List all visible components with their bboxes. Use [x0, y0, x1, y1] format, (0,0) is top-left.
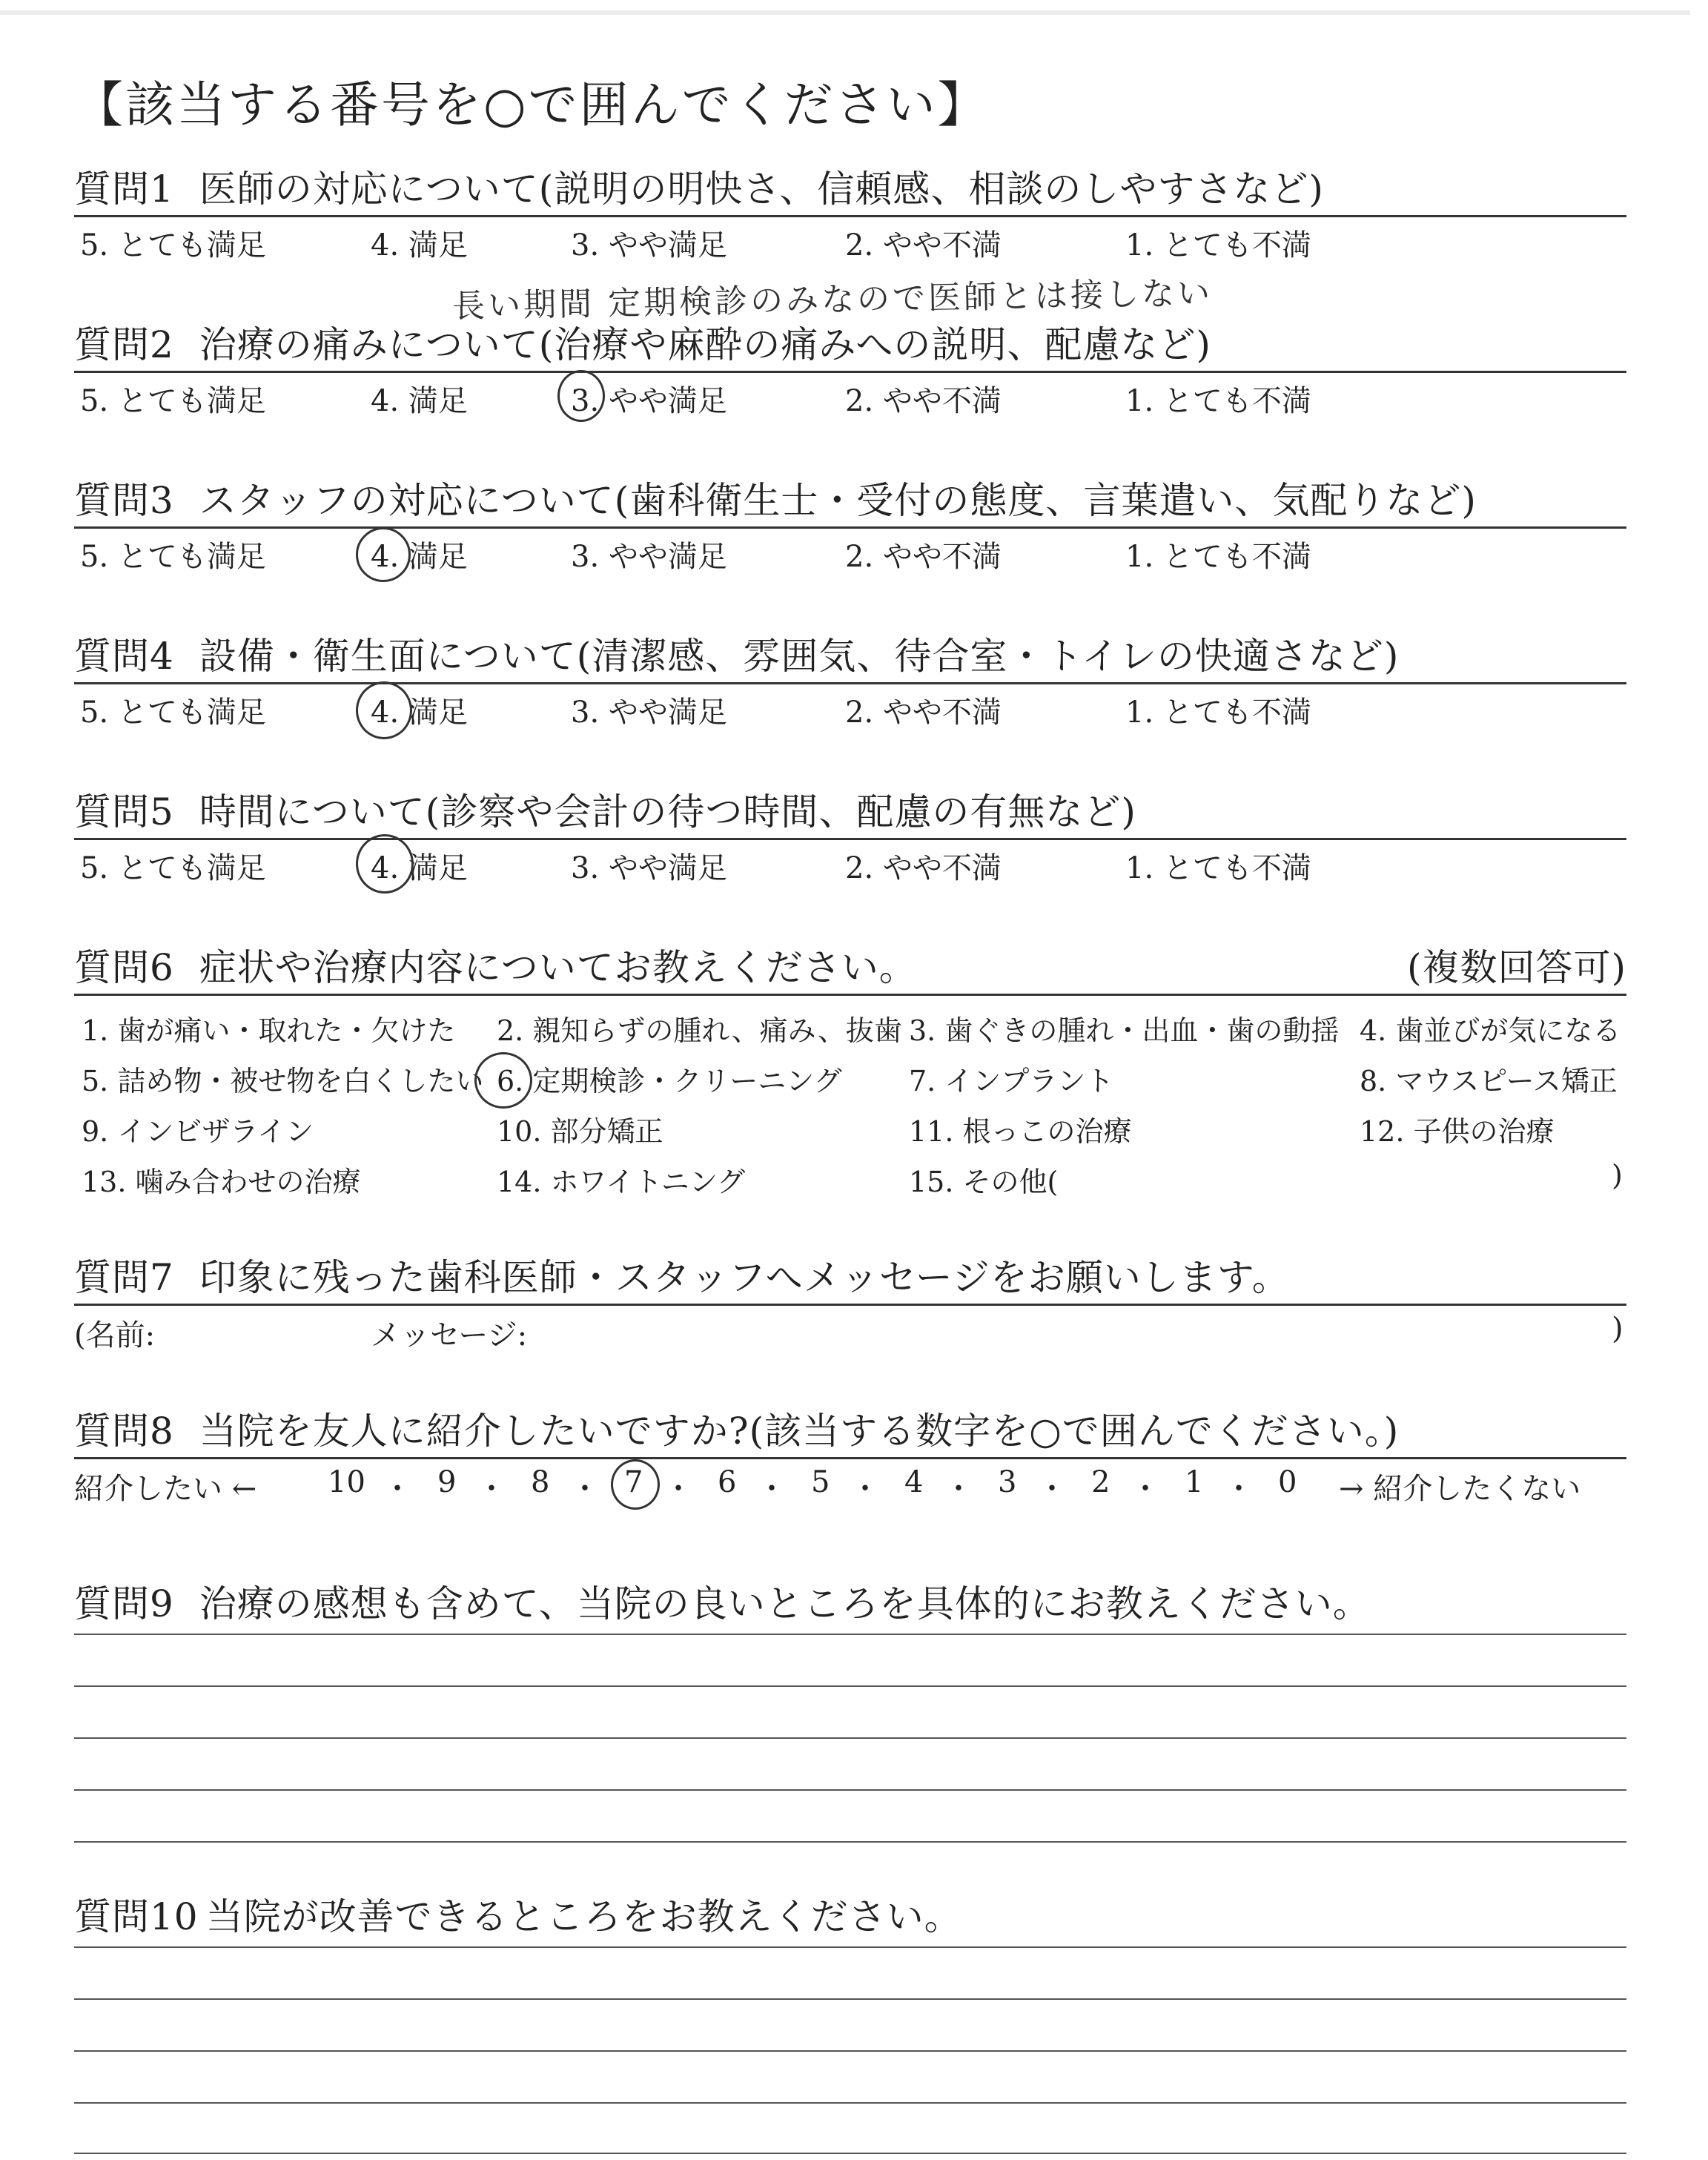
question-8	[74, 1405, 1626, 1519]
rating-option-2[interactable]: 2. やや不満	[845, 696, 1002, 730]
selection-circle	[474, 1052, 532, 1109]
question-number: 質問10	[74, 1895, 199, 1938]
symptom-option-7[interactable]: 7. インプラント	[909, 1065, 1114, 1097]
question-9	[74, 1578, 1626, 1630]
question-title	[74, 1891, 1626, 1943]
rating-option-1[interactable]: 1. とても不満	[1125, 384, 1311, 418]
other-close-paren: )	[1612, 1159, 1623, 1192]
answer-line[interactable]	[74, 1634, 1626, 1635]
rating-option-2[interactable]: 2. やや不満	[845, 851, 1002, 885]
symptom-option-14[interactable]: 14. ホワイトニング	[497, 1166, 746, 1198]
rating-options	[74, 373, 1626, 419]
rating-option-1[interactable]: 1. とても不満	[1125, 540, 1311, 574]
rating-option-1[interactable]: 1. とても不満	[1125, 851, 1311, 885]
question-text: 設備・衛生面について(清潔感、雰囲気、待合室・トイレの快適さなど)	[199, 635, 1400, 678]
scale-separator: ・	[1224, 1472, 1254, 1506]
symptom-option-10[interactable]: 10. 部分矯正	[497, 1115, 663, 1148]
question-1	[74, 163, 1626, 263]
message-row	[74, 1306, 1626, 1353]
rating-option-1[interactable]: 1. とても不満	[1125, 228, 1311, 262]
scale-separator: ・	[570, 1472, 600, 1506]
rating-option-2[interactable]: 2. やや不満	[845, 540, 1002, 574]
symptom-option-8[interactable]: 8. マウスピース矯正	[1360, 1065, 1618, 1097]
question-number: 質問8	[74, 1410, 174, 1453]
multiple-answers-note: (複数回答可)	[1406, 946, 1626, 989]
question-title	[74, 630, 1626, 682]
rating-option-1[interactable]: 1. とても不満	[1125, 696, 1311, 730]
symptom-option-5[interactable]: 5. 詰め物・被せ物を白くしたい	[82, 1065, 484, 1097]
question-10	[74, 1891, 1626, 1943]
question-title	[74, 942, 1626, 994]
symptom-option-1[interactable]: 1. 歯が痛い・取れた・欠けた	[82, 1014, 456, 1047]
question-title	[74, 1405, 1626, 1457]
question-title	[74, 475, 1626, 526]
scale-separator: ・	[1131, 1472, 1160, 1506]
answer-line[interactable]	[74, 2050, 1626, 2052]
handwritten-comment: 長い期間 定期検診のみなので医師とは接しない	[451, 274, 1214, 326]
answer-line[interactable]	[74, 1737, 1626, 1739]
scale-separator: ・	[477, 1472, 506, 1506]
question-text: 症状や治療内容についてお教えください。	[199, 946, 917, 989]
question-text: 当院が改善できるところをお教えください。	[205, 1895, 962, 1938]
question-number: 質問3	[74, 479, 174, 522]
scale-5[interactable]: 5	[811, 1465, 830, 1499]
scale-4[interactable]: 4	[904, 1465, 924, 1499]
scale-separator: ・	[383, 1472, 412, 1506]
selection-circle	[356, 681, 412, 739]
rating-option-3[interactable]: 3. やや満足	[571, 851, 727, 885]
rating-option-3[interactable]: 3. やや満足	[571, 228, 727, 262]
question-number: 質問1	[74, 168, 174, 211]
question-5	[74, 786, 1626, 886]
rating-option-3[interactable]: 3. やや満足	[571, 540, 727, 574]
scale-7[interactable]: 7	[624, 1465, 643, 1499]
question-text: 当院を友人に紹介したいですか?(該当する数字を○で囲んでください。)	[199, 1410, 1400, 1453]
symptom-option-2[interactable]: 2. 親知らずの腫れ、痛み、抜歯	[497, 1014, 902, 1047]
message-label: メッセージ:	[371, 1318, 528, 1353]
symptom-option-6[interactable]: 6. 定期検診・クリーニング	[497, 1065, 842, 1097]
rating-options	[74, 840, 1626, 886]
scale-6[interactable]: 6	[718, 1465, 737, 1499]
symptom-option-12[interactable]: 12. 子供の治療	[1360, 1115, 1555, 1148]
rating-option-5[interactable]: 5. とても満足	[80, 228, 266, 262]
question-text: スタッフの対応について(歯科衛生士・受付の態度、言葉遣い、気配りなど)	[199, 479, 1477, 522]
rating-option-5[interactable]: 5. とても満足	[80, 696, 266, 730]
rating-option-5[interactable]: 5. とても満足	[80, 851, 266, 885]
scale-1[interactable]: 1	[1185, 1465, 1204, 1499]
scale-3[interactable]: 3	[998, 1465, 1017, 1499]
question-title	[74, 786, 1626, 838]
question-title	[74, 163, 1626, 215]
scale-10[interactable]: 10	[328, 1465, 365, 1499]
rating-option-4[interactable]: 4. 満足	[371, 384, 468, 418]
question-text: 時間について(診察や会計の待つ時間、配慮の有無など)	[199, 790, 1136, 833]
rating-options	[74, 684, 1626, 730]
question-title	[74, 1578, 1626, 1630]
question-text: 印象に残った歯科医師・スタッフへメッセージをお願いします。	[199, 1256, 1290, 1299]
question-text: 医師の対応について(説明の明快さ、信頼感、相談のしやすさなど)	[199, 168, 1324, 211]
recommend-scale	[74, 1459, 1626, 1519]
answer-line[interactable]	[74, 1841, 1626, 1843]
symptom-option-13[interactable]: 13. 噛み合わせの治療	[82, 1166, 361, 1198]
answer-line[interactable]	[74, 1998, 1626, 2000]
scale-9[interactable]: 9	[437, 1465, 457, 1499]
message-close-paren: )	[1612, 1312, 1623, 1346]
question-number: 質問6	[74, 946, 174, 989]
symptom-option-9[interactable]: 9. インビザライン	[82, 1115, 314, 1148]
scale-0[interactable]: 0	[1278, 1465, 1297, 1499]
rating-options	[74, 217, 1626, 263]
answer-line[interactable]	[74, 1946, 1626, 1948]
question-title	[74, 1252, 1626, 1304]
symptom-option-3[interactable]: 3. 歯ぐきの腫れ・出血・歯の動揺	[909, 1014, 1340, 1047]
selection-circle	[356, 834, 414, 894]
symptom-option-4[interactable]: 4. 歯並びが気になる	[1360, 1014, 1621, 1047]
selection-circle	[356, 527, 411, 582]
scale-separator: ・	[757, 1472, 787, 1506]
symptom-option-15[interactable]: 15. その他(	[909, 1166, 1059, 1198]
rating-option-2[interactable]: 2. やや不満	[845, 384, 1002, 418]
scale-2[interactable]: 2	[1091, 1465, 1110, 1499]
symptom-option-11[interactable]: 11. 根っこの治療	[909, 1115, 1132, 1148]
question-3	[74, 475, 1626, 575]
question-text: 治療の痛みについて(治療や麻酔の痛みへの説明、配慮など)	[199, 323, 1211, 366]
rating-options	[74, 529, 1626, 575]
symptom-options	[74, 996, 1626, 1203]
recommend-no-label: → 紹介したくない	[1339, 1472, 1581, 1506]
answer-line[interactable]	[74, 1789, 1626, 1791]
scan-top-edge	[0, 10, 1690, 15]
scale-separator: ・	[944, 1472, 973, 1506]
rating-option-4[interactable]: 4. 満足	[371, 540, 468, 574]
answer-line[interactable]	[74, 2153, 1626, 2154]
scale-separator: ・	[850, 1472, 880, 1506]
question-number: 質問5	[74, 790, 174, 833]
question-number: 質問7	[74, 1256, 174, 1299]
selection-circle	[611, 1459, 660, 1510]
rating-option-5[interactable]: 5. とても満足	[80, 540, 266, 574]
question-7	[74, 1252, 1626, 1353]
question-number: 質問4	[74, 635, 174, 678]
question-text: 治療の感想も含めて、当院の良いところを具体的にお教えください。	[199, 1582, 1371, 1625]
rating-option-4[interactable]: 4. 満足	[371, 228, 468, 262]
rating-option-3[interactable]: 3. やや満足	[571, 384, 727, 418]
rating-option-4[interactable]: 4. 満足	[371, 696, 468, 730]
scale-separator: ・	[663, 1472, 693, 1506]
rating-option-2[interactable]: 2. やや不満	[845, 228, 1002, 262]
scale-separator: ・	[1037, 1472, 1067, 1506]
recommend-yes-label: 紹介したい ←	[74, 1472, 257, 1506]
question-4	[74, 630, 1626, 730]
selection-circle	[557, 370, 605, 422]
name-label: (名前:	[74, 1318, 156, 1353]
answer-line[interactable]	[74, 2102, 1626, 2104]
question-number: 質問9	[74, 1582, 174, 1625]
question-6	[74, 942, 1626, 1203]
scale-8[interactable]: 8	[531, 1465, 550, 1499]
question-title	[74, 319, 1626, 371]
answer-line[interactable]	[74, 1685, 1626, 1687]
page-heading: 【該当する番号を○で囲んでください】	[74, 76, 989, 133]
rating-option-5[interactable]: 5. とても満足	[80, 384, 266, 418]
rating-option-3[interactable]: 3. やや満足	[571, 696, 727, 730]
rating-option-4[interactable]: 4. 満足	[371, 851, 468, 885]
question-2	[74, 319, 1626, 419]
question-number: 質問2	[74, 323, 174, 366]
